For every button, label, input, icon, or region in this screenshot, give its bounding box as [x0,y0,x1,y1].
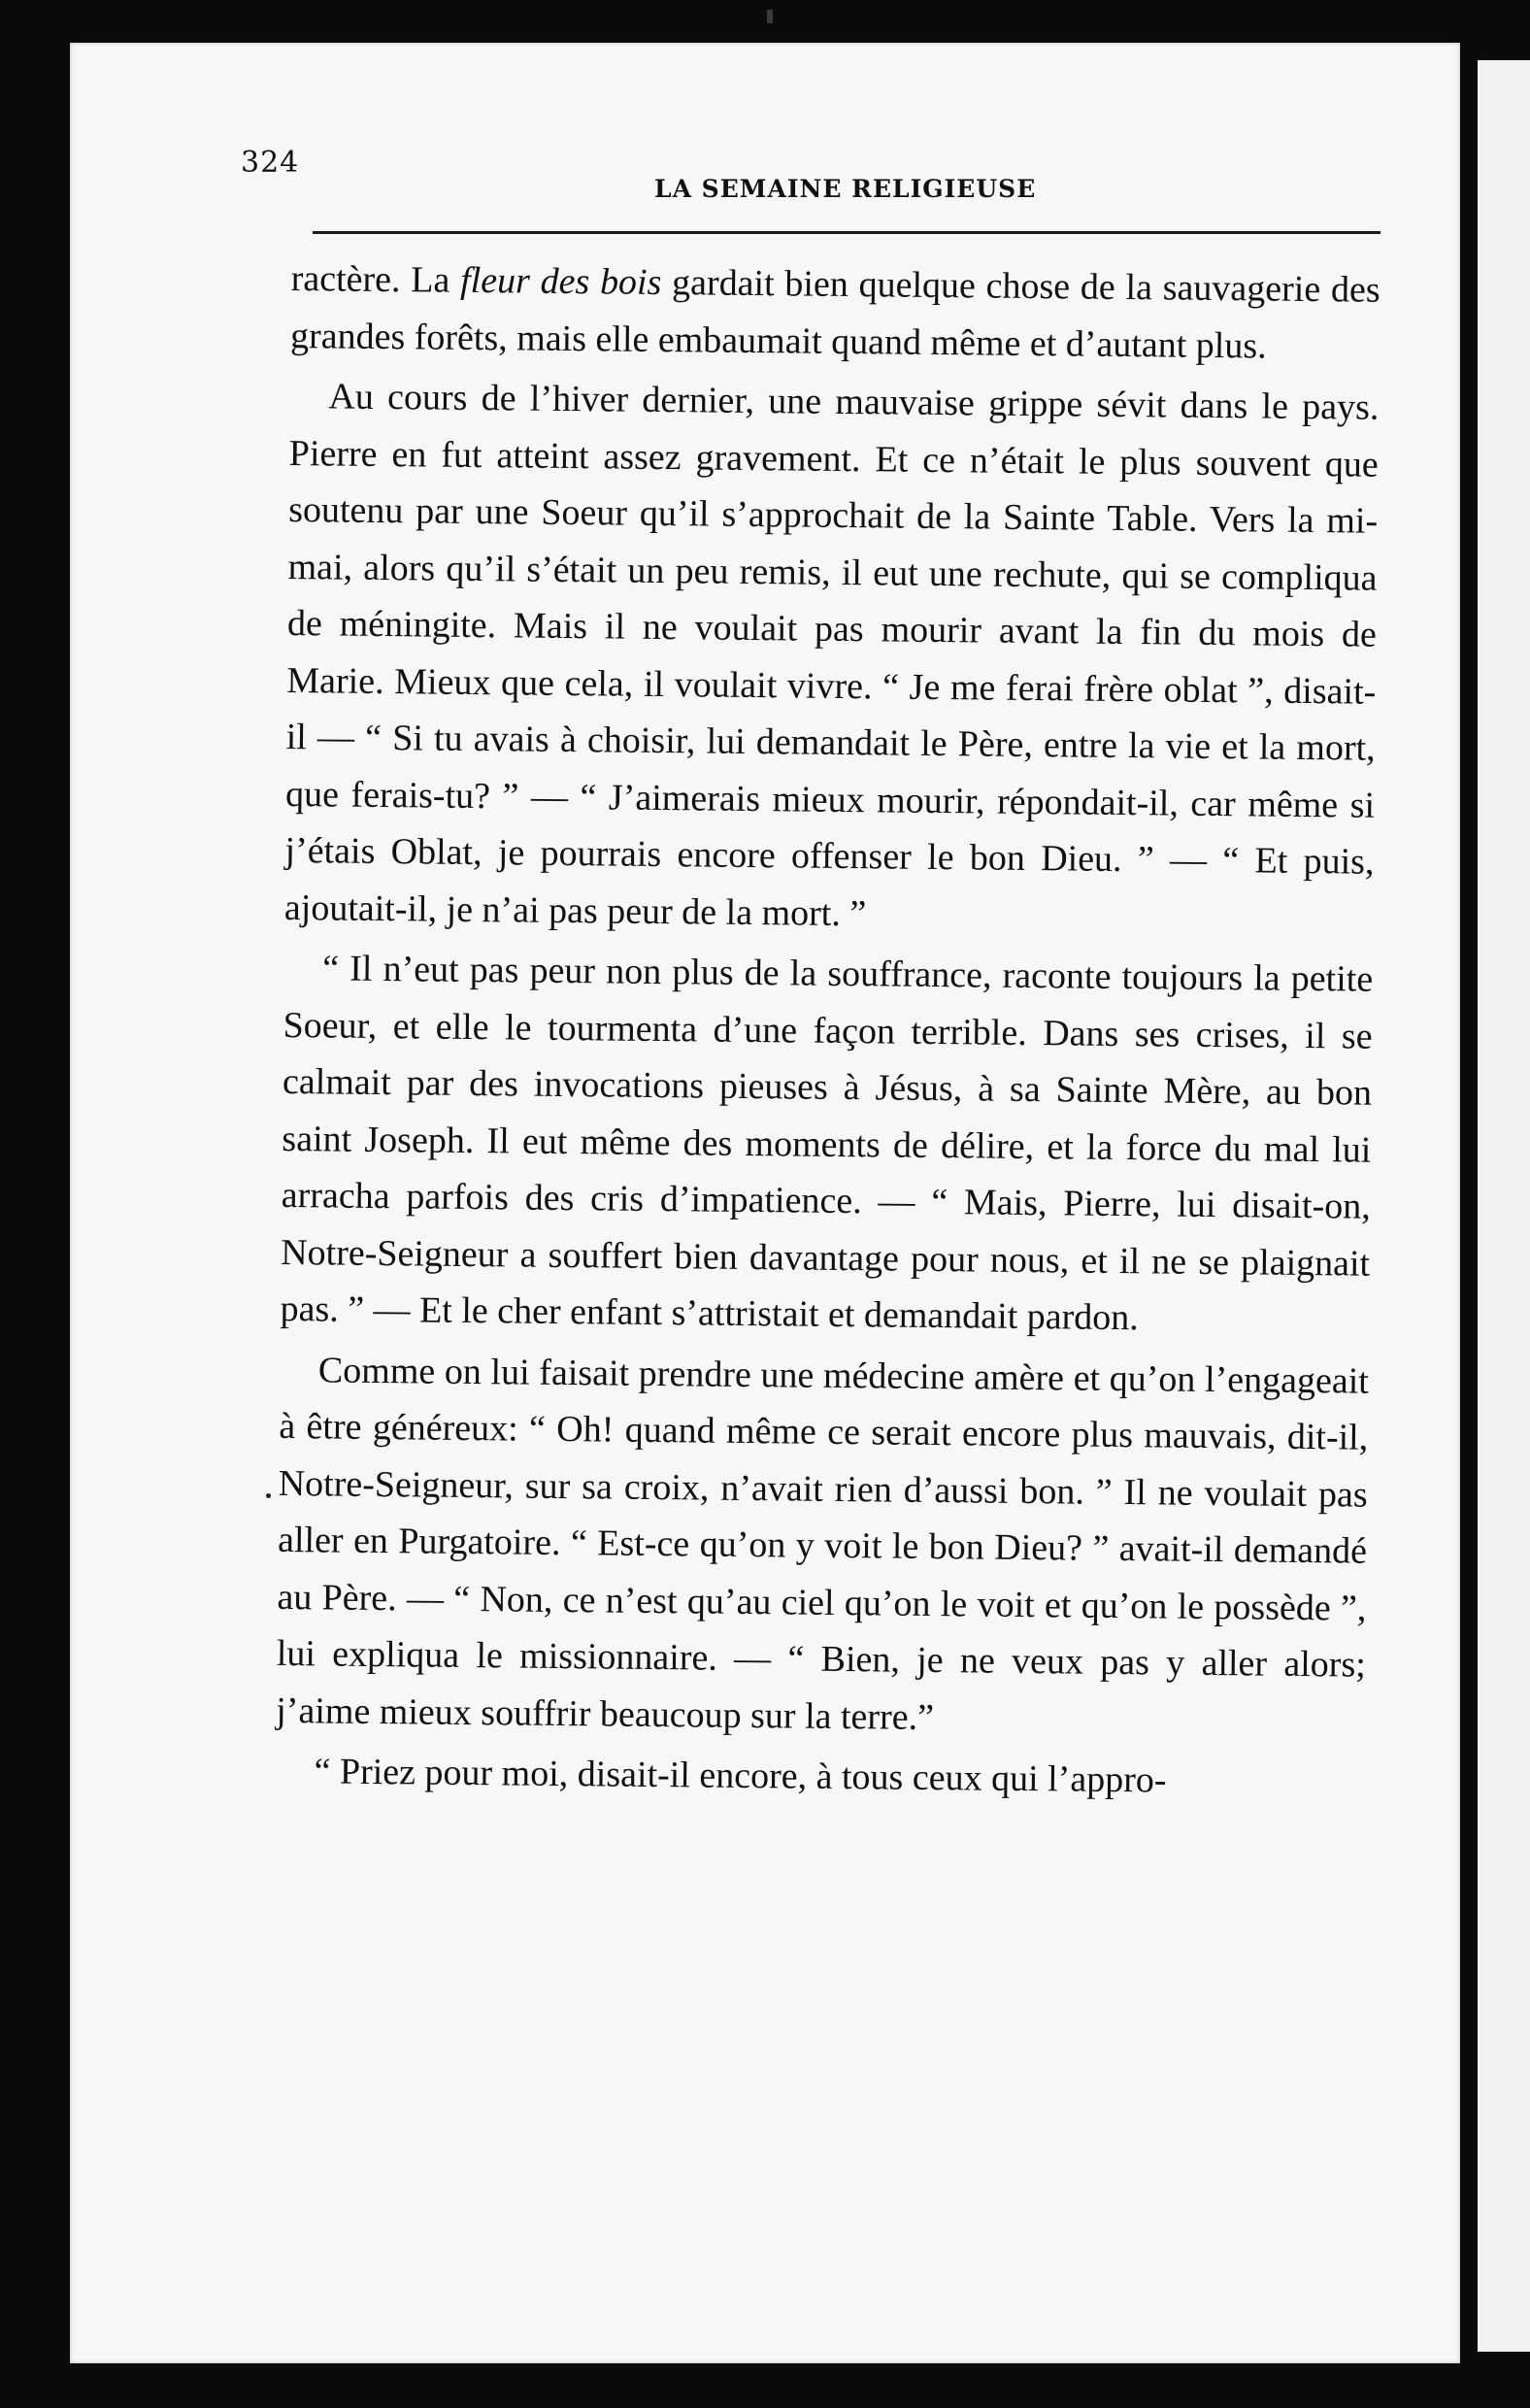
scan-speck [767,10,773,23]
body-text [275,251,1380,1811]
paragraph [280,940,1373,1349]
paragraph [275,1743,1365,1811]
page-number: 324 [241,146,300,180]
text-run: “ Priez pour moi, disait-il encore, à tous ceux qui l’appro- [314,1751,1167,1801]
paragraph [276,1341,1369,1750]
text-run: “ Il n’eut pas peur non plus de la souffrance, raconte toujours la petite Soeur, et elle le tourmenta d’une façon terrible. Dans ses crises, il se calmait par des invocations pieuses à Jésus, à sa Sainte Mère, au bon saint Joseph. Il eut même des moments de délire, et la force du mal lui arracha parfois des cris d’impatience. — “ Mais, Pierre, lui disait-on, Notre-Seigneur a souffert bien davantage pour nous, et il ne se plaignait pas. ” — Et le cher enfant s’attristait et demandait pardon. [280,948,1374,1339]
paragraph [290,251,1380,376]
facing-page-edge [1478,60,1530,2352]
running-title: LA SEMAINE RELIGIEUSE [654,175,1037,203]
stray-mark [266,1493,271,1498]
italic-phrase: fleur des bois [459,259,662,303]
paragraph [284,368,1380,948]
text-run: Au cours de l’hiver dernier, une mauvaise grippe sévit dans le pays. Pierre en fut atteint assez gravement. Et ce n’était le plus souvent que soutenu par une Soeur qu’il s’approchait de la Sainte Table. Vers la mi-mai, alors qu’il s’était un peu remis, il eut une rechute, qui se compliqua de méningite. Mais il ne voulait pas mourir avant la fin du mois de Marie. Mieux que cela, il voulait vivre. “ Je me ferai frère oblat ”, disait-il — “ Si tu avais à choisir, lui demandait le Père, entre la vie et la mort, que ferais-tu? ” — “ J’aimerais mieux mourir, répondait-il, car même si j’étais Oblat, je pourrais encore offenser le bon Dieu. ” — “ Et puis, ajoutait-il, je n’ai pas peur de la mort. ” [283,376,1380,934]
header-rule [313,231,1380,234]
text-run: gardait bien quelque chose de la sauvagerie des grandes forêts, mais elle embaumait quand même et d’autant plus. [289,261,1380,367]
text-run: ractère. La [290,257,461,301]
text-run: Comme on lui faisait prendre une médecine amère et qu’on l’engageait à être généreux: “ Oh! quand même ce serait encore plus mauvais, dit-il, Notre-Seigneur, sur sa croix, n’avait rien d’aussi bon. ” Il ne voulait pas aller en Purgatoire. “ Est-ce qu’on y voit le bon Dieu? ” avait-il demandé au Père. — “ Non, ce n’est qu’au ciel qu’on le voit et qu’on le possède ”, lui expliqua le missionnaire. — “ Bien, je ne veux pas y aller alors; j’aime mieux souffrir beaucoup sur la terre.” [276,1349,1370,1738]
page-header [241,117,1386,203]
